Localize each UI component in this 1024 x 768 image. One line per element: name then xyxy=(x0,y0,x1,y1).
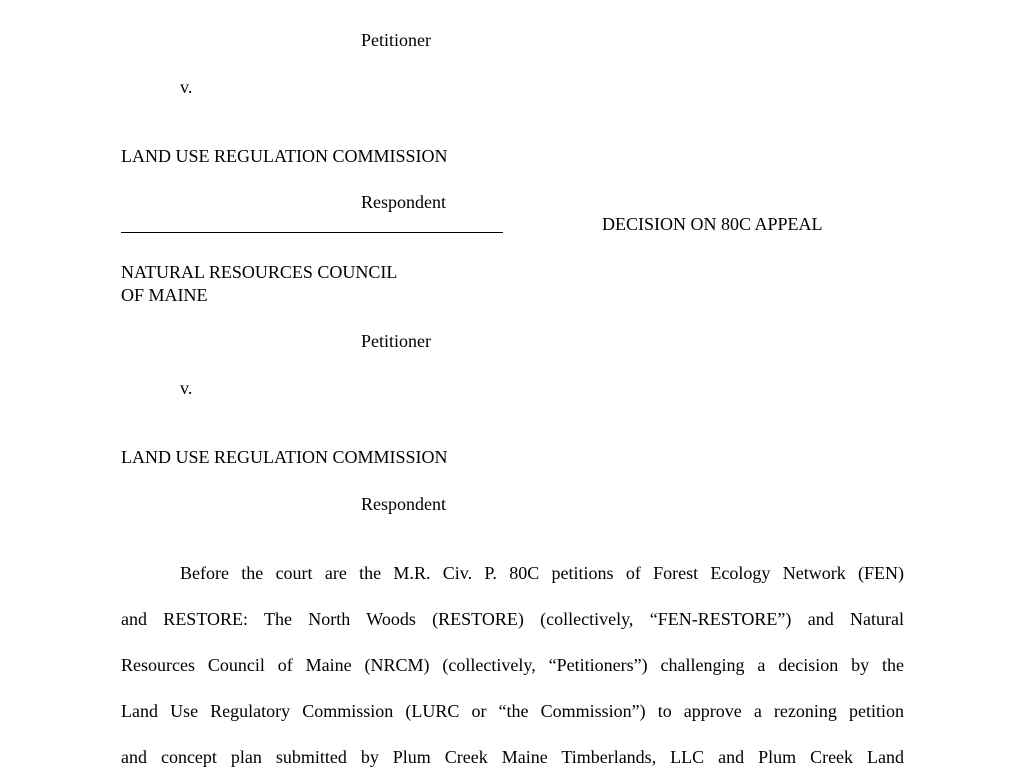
caption-divider xyxy=(121,232,503,233)
paragraph-line: Land Use Regulatory Commission (LURC or “the Commission”) to approve a rezoning petition xyxy=(121,701,904,721)
second-petitioner-name-line2: OF MAINE xyxy=(121,285,208,305)
paragraph-line: Before the court are the M.R. Civ. P. 80C petitions of Forest Ecology Network (FEN) xyxy=(180,563,904,583)
second-respondent-name: LAND USE REGULATION COMMISSION xyxy=(121,447,448,467)
decision-title: DECISION ON 80C APPEAL xyxy=(602,214,823,234)
second-petitioner-name-line1: NATURAL RESOURCES COUNCIL xyxy=(121,262,398,282)
paragraph-line: and RESTORE: The North Woods (RESTORE) (collectively, “FEN-RESTORE”) and Natural xyxy=(121,609,904,629)
first-respondent-role: Respondent xyxy=(361,192,446,212)
first-versus: v. xyxy=(180,77,193,97)
first-respondent-name: LAND USE REGULATION COMMISSION xyxy=(121,146,448,166)
second-versus: v. xyxy=(180,378,193,398)
second-petitioner-role: Petitioner xyxy=(361,331,431,351)
paragraph-line: and concept plan submitted by Plum Creek Maine Timberlands, LLC and Plum Creek Land xyxy=(121,747,904,767)
paragraph-line: Resources Council of Maine (NRCM) (collectively, “Petitioners”) challenging a decision by the xyxy=(121,655,904,675)
first-petitioner-role: Petitioner xyxy=(361,30,431,50)
second-respondent-role: Respondent xyxy=(361,494,446,514)
